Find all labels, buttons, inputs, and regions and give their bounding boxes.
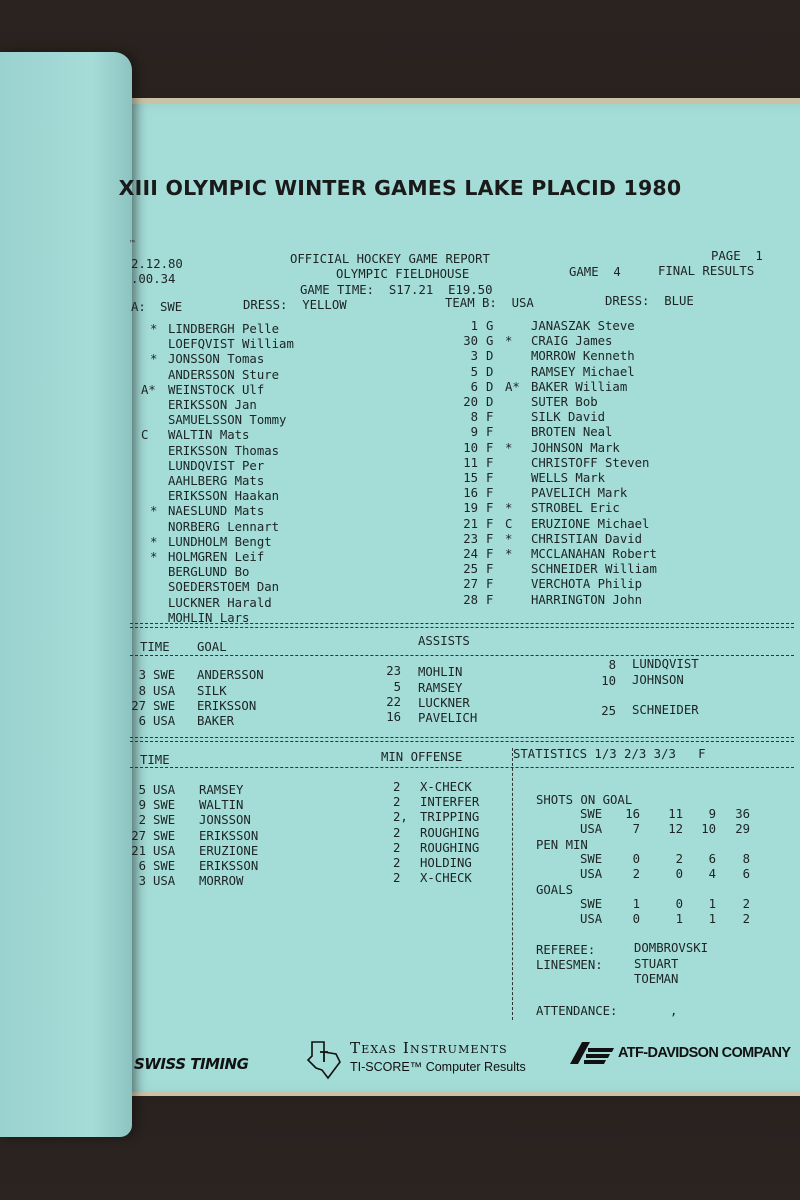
goal-team: USA [153,714,176,728]
goal-scorer: ANDERSSON [197,668,264,682]
roster-b-number: 20 [463,395,478,409]
stat-team: SWE [580,807,603,821]
goal-team: SWE [153,699,176,713]
roster-b-player: CRAIG James [531,334,613,349]
roster-b-position: G [486,319,494,333]
swiss-timing-logo: SWISS TIMING [134,1055,249,1073]
penalty-time: 9 [138,798,146,813]
stat-value: 16 [625,807,640,821]
ti-score-subtitle: TI-SCORE™ Computer Results [350,1060,526,1074]
roster-a-player: LUNDHOLM Bengt [168,534,272,549]
roster-b-position: F [486,486,494,501]
roster-a-player: BERGLUND Bo [168,565,250,580]
roster-b-position: F [486,592,494,607]
assist-1-player: MOHLIN [418,665,463,679]
penalty-player: ERUZIONE [199,843,259,858]
tm-mark: ™ [130,239,135,248]
texas-instruments-name: Texas Instruments [350,1039,508,1057]
penalty-player: MORROW [199,874,244,889]
roster-b-player: VERCHOTA Philip [531,577,643,592]
roster-a-player: JONSSON Tomas [168,352,265,367]
penalty-offense: ROUGHING [420,825,480,840]
roster-b-position: F [486,577,494,592]
stat-value: 2 [742,897,750,911]
roster-b-number: 8 [470,410,478,425]
stats-header: STATISTICS 1/3 2/3 3/3 F [513,747,706,761]
roster-a-star: * [150,550,158,564]
penalty-team: USA [153,843,176,858]
assist-2-number: 25 [601,704,616,718]
roster-b-player: MORROW Kenneth [531,349,635,364]
roster-b-mark: * [505,440,513,455]
roster-b-mark: A* [505,379,520,394]
assist-1-player: RAMSEY [418,681,463,695]
stat-value: 1 [708,897,716,911]
pen-col-time: TIME [140,753,170,767]
roster-b-position: F [486,516,494,531]
roster-b-number: 21 [463,516,478,531]
roster-b-position: F [486,410,494,425]
stat-value: 6 [742,867,750,881]
roster-a-player: SOEDERSTOEM Dan [168,580,280,595]
roster-b-player: STROBEL Eric [531,501,620,516]
shots-label: SHOTS ON GOAL [536,793,633,807]
roster-a-player: AAHLBERG Mats [168,474,265,488]
roster-b-mark: * [505,547,513,561]
roster-a-player: ERIKSSON Haakan [168,489,280,504]
roster-a-player: SAMUELSSON Tommy [168,413,287,428]
cover-flap [0,52,132,1137]
roster-a-star: * [150,534,158,549]
penalty-time: 27 [131,828,146,843]
penalty-team: SWE [153,859,176,873]
roster-b-number: 24 [463,547,478,561]
roster-b-number: 28 [463,592,478,607]
roster-a-star: * [150,352,158,367]
roster-a-player: WALTIN Mats [168,428,250,443]
roster-b-position: D [486,364,494,379]
divider-pen-header [130,767,794,768]
assist-2-number: 10 [601,674,616,688]
stat-value: 0 [675,897,683,911]
roster-a-star: * [150,322,158,336]
roster-b-player: SCHNEIDER William [531,562,657,577]
goal-col-time: TIME [140,640,170,654]
penalty-time: 21 [131,843,146,858]
penalty-minutes: 2 [393,856,401,870]
stat-value: 29 [735,822,750,836]
stat-value: 1 [632,897,640,911]
assist-1-player: LUCKNER [418,696,470,710]
roster-b-mark: * [505,334,513,349]
game-number: GAME 4 [569,265,621,279]
penalty-player: ERIKSSON [199,859,259,873]
goal-time: 3 [138,668,146,682]
report-time-code: .00.34 [131,272,176,286]
divider-goals [130,737,794,738]
roster-b-mark: C [505,516,513,531]
divider-goals-header [130,655,794,656]
penalty-player: ERIKSSON [199,828,259,843]
roster-a-player: NAESLUND Mats [168,504,265,519]
penalty-team: USA [153,783,176,797]
penalty-offense: ROUGHING [420,840,480,855]
penalty-time: 5 [138,783,146,797]
texas-instruments-icon [304,1038,344,1082]
roster-b-player: BAKER William [531,379,628,394]
games-title: XIII OLYMPIC WINTER GAMES LAKE PLACID 1980 [118,176,682,200]
penalty-minutes: 2 [393,825,401,840]
linesman-2: TOEMAN [634,972,679,986]
roster-b-player: JANASZAK Steve [531,319,635,333]
roster-b-player: SILK David [531,410,606,425]
goal-scorer: SILK [197,684,227,698]
penalty-offense: X-CHECK [420,871,472,886]
assist-1-number: 16 [386,710,401,724]
roster-b-number: 27 [463,577,478,592]
penalty-offense: TRIPPING [420,810,480,825]
assist-2-player: JOHNSON [632,673,684,687]
penalty-team: SWE [153,828,176,843]
roster-b-number: 3 [470,349,478,364]
penalty-player: RAMSEY [199,783,244,797]
roster-b-player: CHRISTOFF Steven [531,455,650,470]
penalty-team: SWE [153,813,176,828]
stat-value: 0 [632,912,640,926]
penalty-time: 6 [138,859,146,873]
stat-value: 1 [708,912,716,926]
pen-col-min-offense: MIN OFFENSE [381,750,463,764]
divider-goals-2 [130,741,794,742]
roster-b-number: 10 [463,440,478,455]
final-results: FINAL RESULTS [658,264,755,278]
referee-label: REFEREE: [536,943,596,957]
roster-b-position: F [486,425,494,440]
roster-b-player: CHRISTIAN David [531,531,643,546]
stat-value: 2 [675,852,683,866]
stat-value: 10 [701,822,716,836]
penalty-minutes: 2 [393,840,401,855]
roster-b-position: F [486,531,494,546]
roster-b-position: F [486,471,494,485]
report-date: 2.12.80 [131,257,183,271]
roster-b-number: 30 [463,334,478,349]
pen-min-label: PEN MIN [536,838,588,852]
roster-b-player: ERUZIONE Michael [531,516,650,531]
stat-team: USA [580,822,603,836]
assist-1-number: 5 [393,680,401,694]
penalty-minutes: 2, [393,810,408,825]
roster-b-number: 6 [470,379,478,394]
roster-b-number: 25 [463,562,478,577]
stat-value: 1 [675,912,683,926]
roster-b-number: 16 [463,486,478,501]
stat-value: 0 [632,852,640,866]
attendance-label: ATTENDANCE: [536,1004,618,1018]
roster-a-player: ERIKSSON Jan [168,398,257,412]
divider-roster-2 [130,627,794,628]
roster-b-number: 11 [463,455,478,470]
assist-1-player: PAVELICH [418,711,478,725]
penalty-minutes: 2 [393,780,401,794]
penalty-offense: HOLDING [420,856,472,870]
goal-time: 6 [138,714,146,728]
roster-b-mark: * [505,501,513,516]
roster-b-number: 9 [470,425,478,440]
roster-a-player: WEINSTOCK Ulf [168,382,265,397]
penalty-time: 2 [138,813,146,828]
roster-a-mark: C [141,428,149,443]
roster-b-position: F [486,440,494,455]
stat-team: USA [580,867,603,881]
goal-team: USA [153,684,176,698]
page-number: PAGE 1 [711,249,763,263]
penalty-minutes: 2 [393,795,401,810]
roster-a-player: LUCKNER Harald [168,595,272,610]
roster-b-player: WELLS Mark [531,471,606,485]
stat-team: SWE [580,897,603,911]
penalty-minutes: 2 [393,871,401,886]
stat-value: 8 [742,852,750,866]
roster-a-player: ERIKSSON Thomas [168,443,280,458]
divider-roster [130,623,794,624]
roster-b-mark: * [505,531,513,546]
assist-1-number: 22 [386,695,401,709]
roster-b-player: SUTER Bob [531,395,598,409]
roster-b-number: 15 [463,471,478,485]
penalty-offense: X-CHECK [420,780,472,794]
assist-2-player: LUNDQVIST [632,657,699,671]
penalty-team: SWE [153,798,176,813]
roster-b-position: F [486,547,494,561]
roster-b-position: F [486,455,494,470]
roster-a-player: NORBERG Lennart [168,519,280,534]
roster-b-player: HARRINGTON John [531,592,643,607]
roster-b-player: MCCLANAHAN Robert [531,547,657,561]
assist-2-number: 8 [608,658,616,672]
team-a-name: SWE [160,300,183,314]
roster-b-position: D [486,349,494,364]
penalty-team: USA [153,874,176,889]
roster-b-player: PAVELICH Mark [531,486,628,501]
stat-value: 2 [742,912,750,926]
stat-team: SWE [580,852,603,866]
roster-b-position: D [486,395,494,409]
goal-time: 27 [131,699,146,713]
roster-b-player: JOHNSON Mark [531,440,620,455]
goal-col-goal: GOAL [197,640,227,654]
team-b-label: TEAM B: USA [445,296,534,310]
stats-separator [512,748,513,1020]
roster-a-player: LINDBERGH Pelle [168,322,280,336]
roster-a-player: HOLMGREN Leif [168,550,265,564]
linesman-1: STUART [634,957,679,971]
game-time: GAME TIME: S17.21 E19.50 [300,283,493,297]
assist-2-player: SCHNEIDER [632,703,699,717]
stat-value: 12 [668,822,683,836]
stat-value: 4 [708,867,716,881]
goals-label: GOALS [536,883,574,897]
roster-a-player: LUNDQVIST Per [168,458,265,473]
penalty-player: WALTIN [199,798,244,813]
team-a-label: A: [131,300,146,314]
roster-b-position: F [486,501,494,516]
roster-b-number: 23 [463,531,478,546]
roster-b-position: G [486,334,494,349]
penalty-player: JONSSON [199,813,251,828]
dress-b: DRESS: BLUE [605,294,694,308]
attendance-value: , [670,1004,678,1018]
roster-a-player: MOHLIN Lars [168,610,250,625]
goal-time: 8 [138,684,146,698]
dress-a: DRESS: YELLOW [243,298,347,312]
roster-a-player: LOEFQVIST William [168,337,294,352]
roster-b-number: 5 [470,364,478,379]
roster-a-star: * [150,504,158,519]
assist-1-number: 23 [386,664,401,678]
roster-b-position: F [486,562,494,577]
stat-value: 9 [708,807,716,821]
atf-davidson-name: ATF-DAVIDSON COMPANY [618,1045,791,1061]
stat-team: USA [580,912,603,926]
stat-value: 11 [668,807,683,821]
referee-name: DOMBROVSKI [634,941,709,955]
stat-value: 36 [735,807,750,821]
linesmen-label: LINESMEN: [536,958,603,972]
venue: OLYMPIC FIELDHOUSE [336,267,470,281]
roster-b-player: RAMSEY Michael [531,364,635,379]
goal-col-assists: ASSISTS [418,634,470,648]
roster-b-player: BROTEN Neal [531,425,613,440]
goal-scorer: BAKER [197,714,235,728]
stat-value: 0 [675,867,683,881]
goal-scorer: ERIKSSON [197,699,257,713]
penalty-offense: INTERFER [420,795,480,810]
stat-value: 6 [708,852,716,866]
roster-a-mark: A* [141,382,156,397]
roster-b-number: 19 [463,501,478,516]
penalty-time: 3 [138,874,146,889]
stat-value: 7 [632,822,640,836]
roster-b-position: D [486,379,494,394]
stat-value: 2 [632,867,640,881]
goal-team: SWE [153,668,176,682]
atf-logo-icon [568,1040,616,1066]
roster-b-number: 1 [470,319,478,333]
report-title: OFFICIAL HOCKEY GAME REPORT [290,252,490,266]
roster-a-player: ANDERSSON Sture [168,367,280,382]
